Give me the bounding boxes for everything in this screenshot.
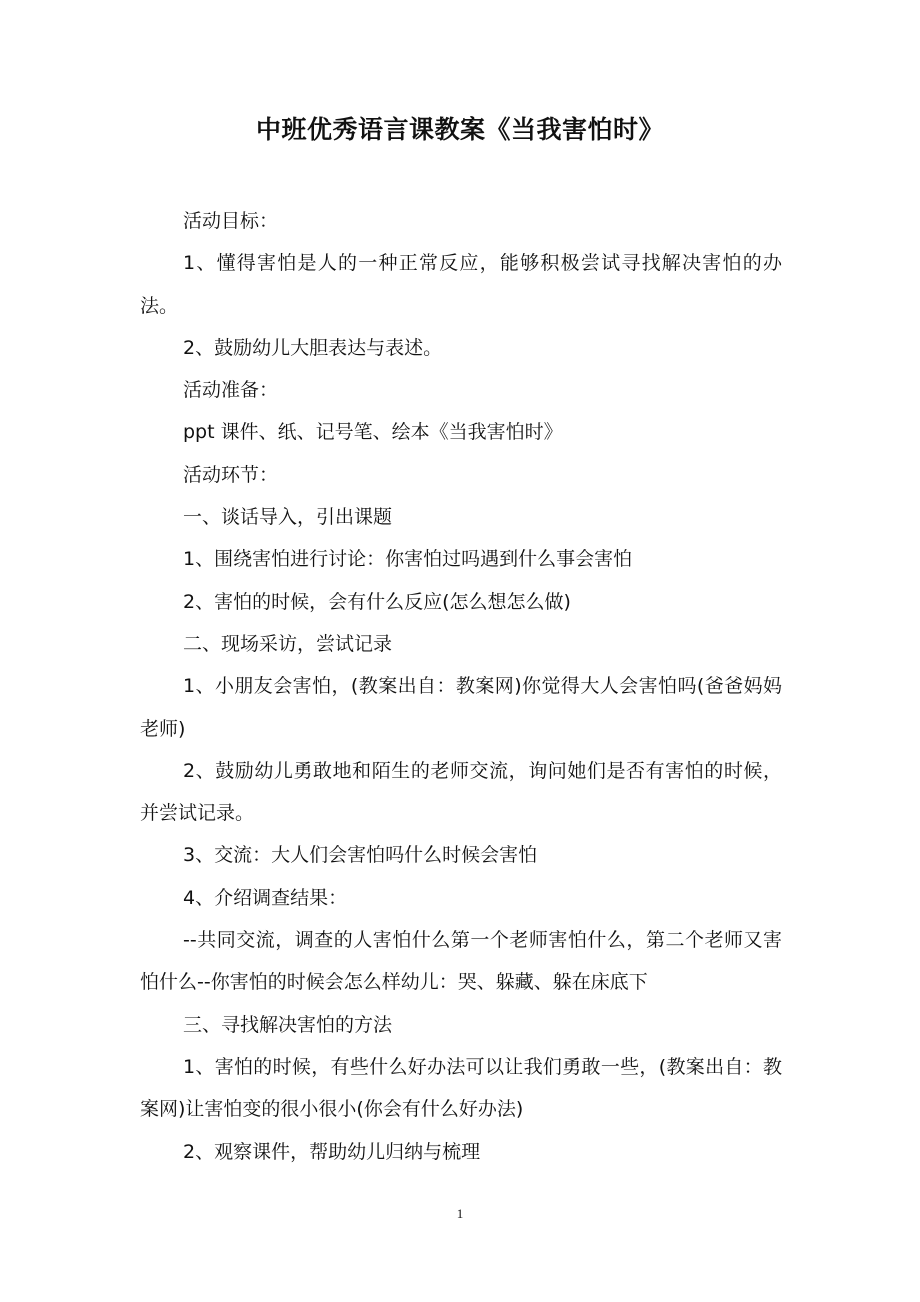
paragraph: 活动目标：: [183, 210, 279, 232]
paragraph: 2、观察课件，帮助幼儿归纳与梳理: [183, 1140, 481, 1163]
document-body: [140, 200, 782, 1173]
paragraph: 2、鼓励幼儿大胆表达与表述。: [183, 336, 443, 359]
document-title: 中班优秀语言课教案《当我害怕时》: [255, 115, 664, 144]
paragraph: ppt 课件、纸、记号笔、绘本《当我害怕时》: [183, 421, 563, 444]
paragraph: 1、害怕的时候，有些什么好办法可以让我们勇敢一些，(教案出自：教案网)让害怕变的很小很小(你会有什么好办法): [140, 1055, 782, 1121]
paragraph: 4、介绍调查结果：: [183, 886, 348, 909]
paragraph: 一、谈话导入，引出课题: [183, 506, 393, 529]
paragraph: 1、懂得害怕是人的一种正常反应，能够积极尝试寻找解决害怕的办法。: [140, 252, 782, 317]
paragraph: 1、小朋友会害怕，(教案出自：教案网)你觉得大人会害怕吗(爸爸妈妈老师): [140, 675, 782, 740]
paragraph: --共同交流，调查的人害怕什么第一个老师害怕什么，第二个老师又害怕什么--你害怕的时候会怎么样幼儿：哭、躲藏、躲在床底下: [140, 929, 782, 994]
paragraph: 3、交流：大人们会害怕吗什么时候会害怕: [183, 844, 538, 867]
paragraph: 二、现场采访，尝试记录: [183, 632, 393, 655]
paragraph: 2、害怕的时候，会有什么反应(怎么想怎么做): [183, 590, 571, 613]
paragraph: 1、围绕害怕进行讨论：你害怕过吗遇到什么事会害怕: [183, 548, 633, 571]
paragraph: 三、寻找解决害怕的方法: [183, 1013, 393, 1036]
page-number: 1: [456, 1206, 464, 1221]
paragraph: 活动环节：: [183, 463, 279, 486]
paragraph: 活动准备：: [183, 379, 279, 402]
paragraph: 2、鼓励幼儿勇敢地和陌生的老师交流，询问她们是否有害怕的时候，并尝试记录。: [140, 759, 782, 825]
